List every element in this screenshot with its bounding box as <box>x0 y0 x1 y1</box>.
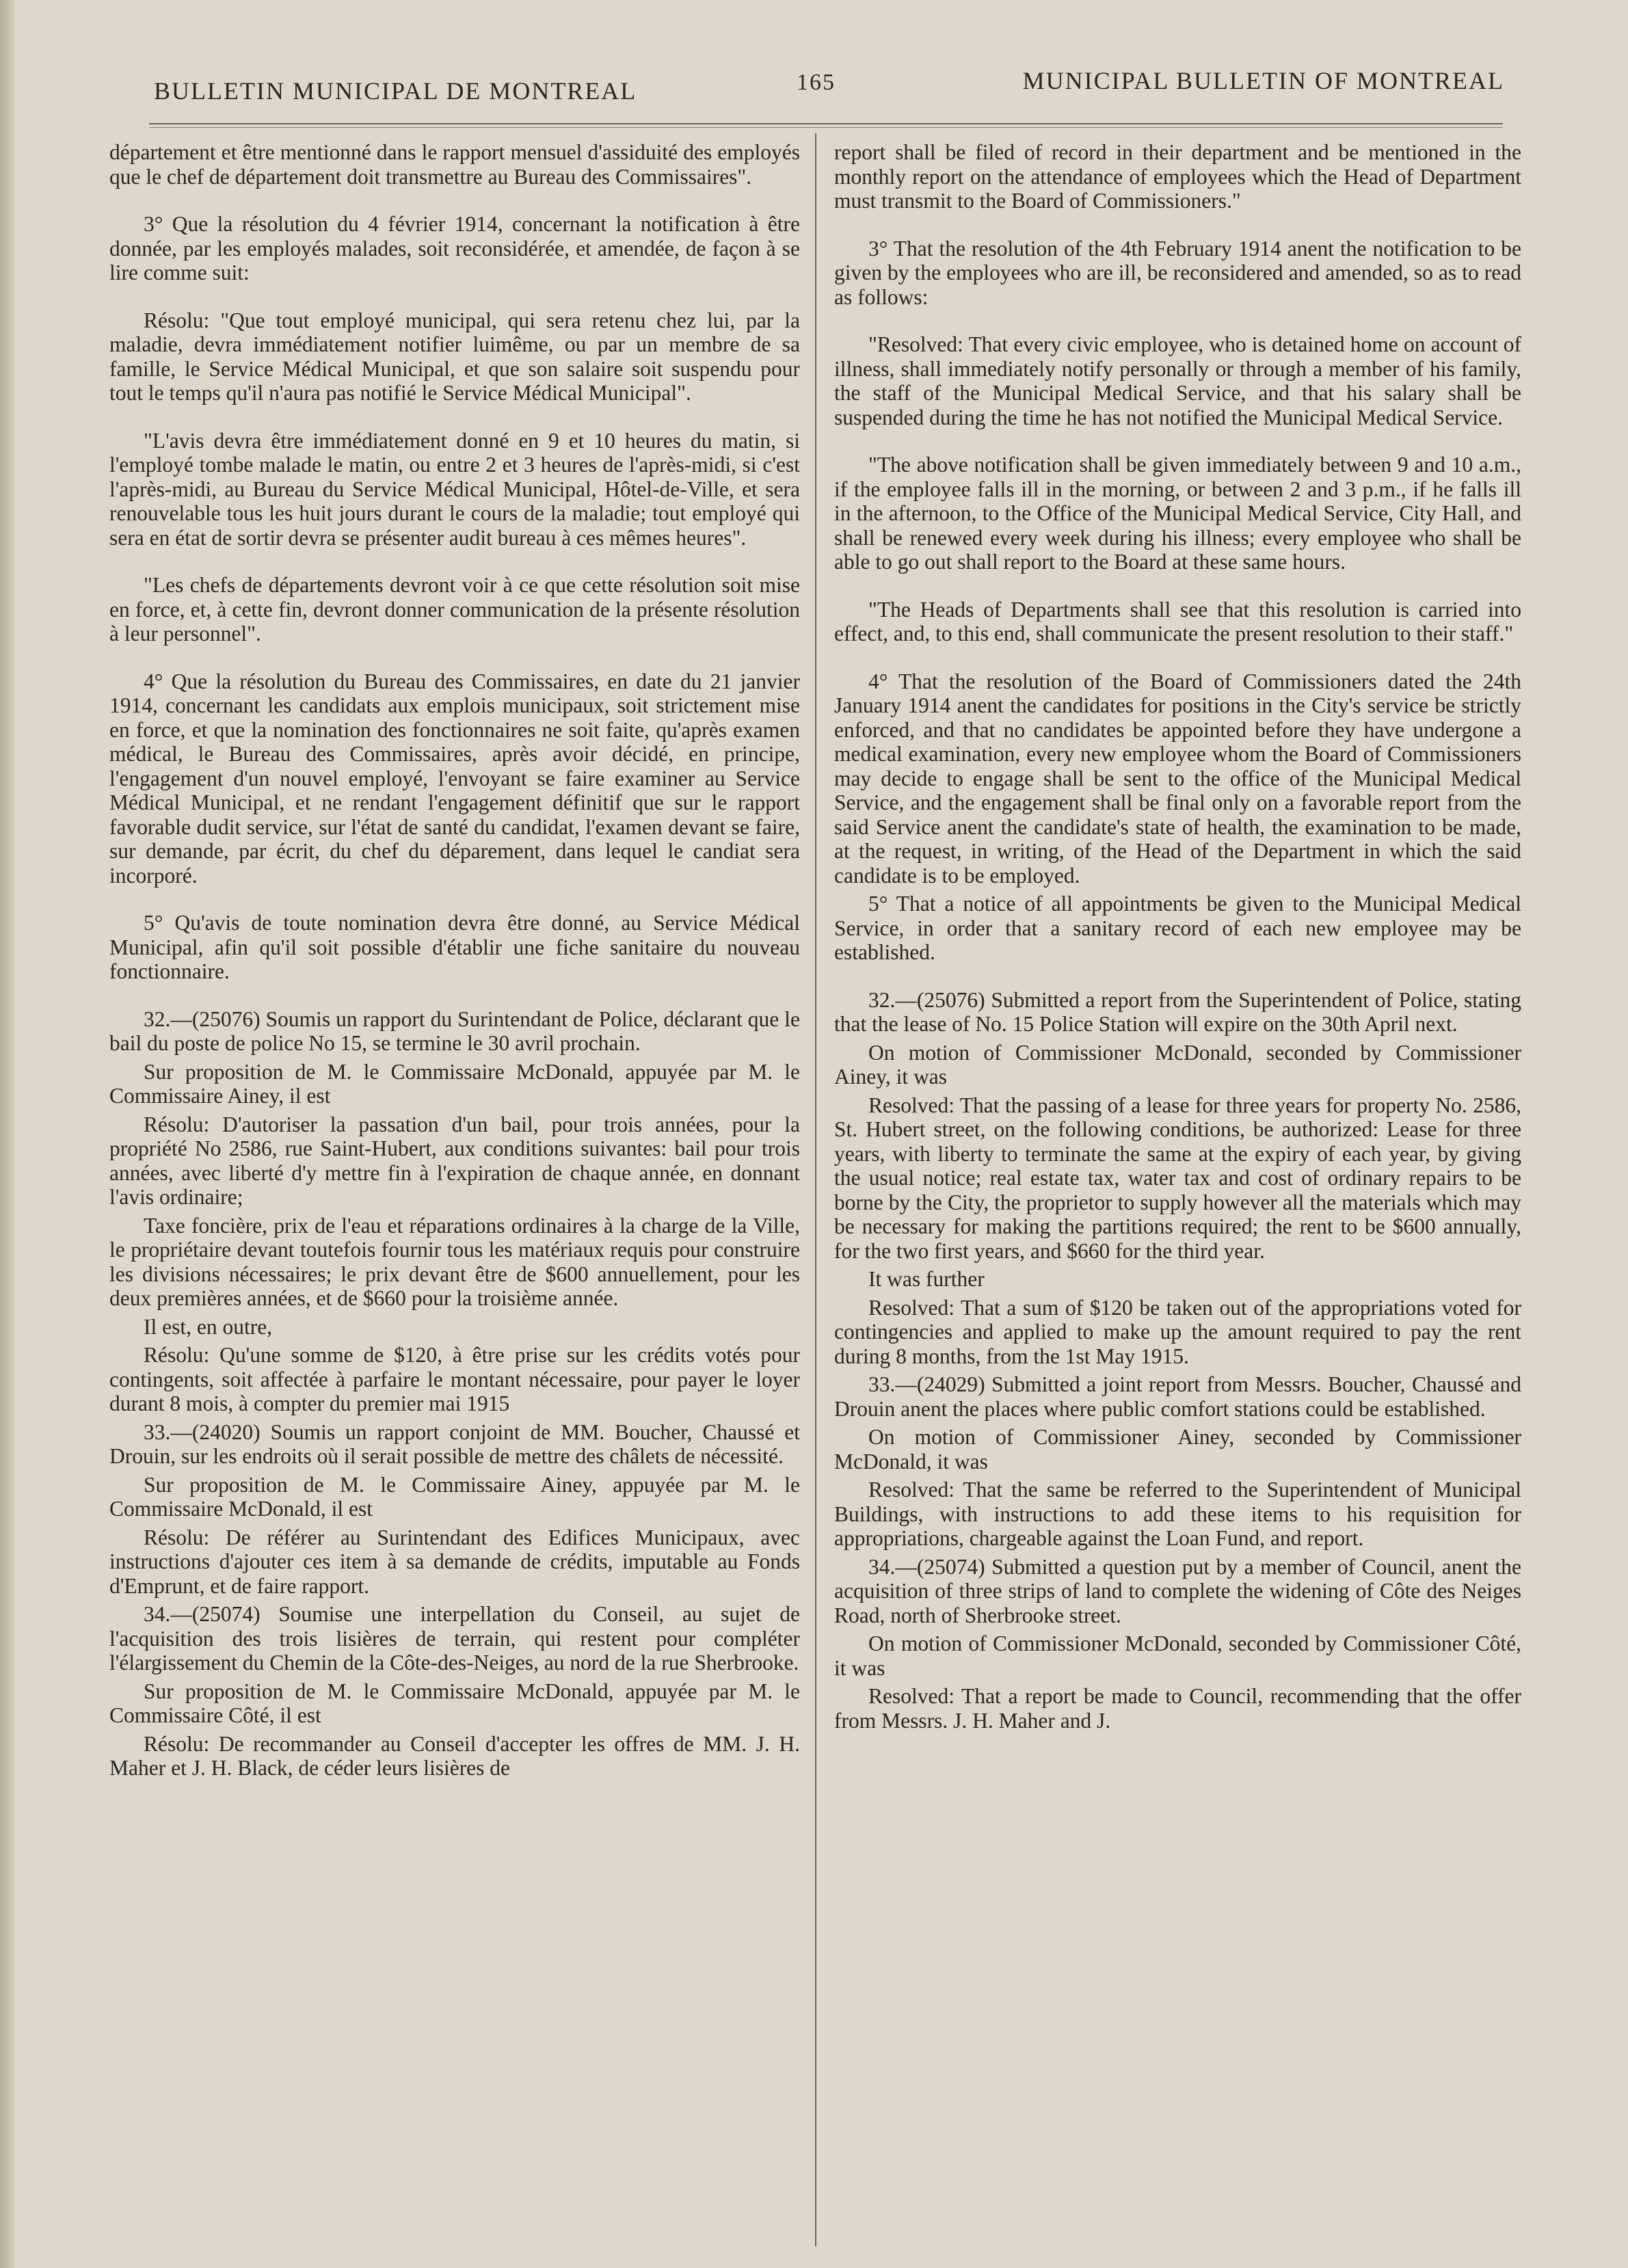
binding-edge <box>0 0 15 2268</box>
fr-paragraph: 3° Que la résolution du 4 février 1914, concernant la notification à être donnée, par les employés malades, soit reconsidérée, et amendée, de façon à se lire comme suit: <box>109 212 800 284</box>
english-column <box>834 140 1521 2253</box>
fr-paragraph: "L'avis devra être immédiatement donné en 9 et 10 heures du matin, si l'employé tombe malade le matin, ou entre 2 et 3 heures de l'après-midi, si c'est l'après-midi, au Bureau du Service Médical Municipal, Hôtel-de-Ville, et sera renouvelable tous les huit jours durant le cours de la maladie; tout employé qui sera en état de sortir devra se présenter audit bureau à ces mêmes heures". <box>109 428 800 550</box>
fr-paragraph: "Les chefs de départements devront voir à ce que cette résolution soit mise en force, et, à cette fin, devront donner communication de la présente résolution à leur personnel". <box>109 573 800 645</box>
fr-paragraph: Il est, en outre, <box>144 1314 273 1339</box>
en-paragraph: 32.—(25076) Submitted a report from the Superintendent of Police, stating that the lease of No. 15 Police Station will expire on the 30th April next. <box>834 987 1521 1036</box>
fr-paragraph: 4° Que la résolution du Bureau des Commissaires, en date du 21 janvier 1914, concernant les candidats aux emplois municipaux, soit strictement mise en force, et que la nomination des fonctionnaires ne soit faite, qu'après examen médical, le Bureau des Commissaires, après avoir décidé, en principe, l'engagement d'un nouvel employé, l'envoyant se faire examiner au Service Médical Municipal, et ne rendant l'engagement définitif que sur le rapport favorable dudit service, sur l'état de santé du candidat, l'examen devant se faire, sur demande, par écrit, du chef du déparement, dans lequel le candiat sera incorporé. <box>109 669 800 888</box>
header-rule-thin <box>149 127 1503 128</box>
fr-paragraph: 33.—(24020) Soumis un rapport conjoint de MM. Boucher, Chaussé et Drouin, sur les endroits où il serait possible de mettre des châlets de nécessité. <box>109 1419 800 1468</box>
en-paragraph: On motion of Commissioner McDonald, seconded by Commissioner Ainey, it was <box>834 1040 1521 1089</box>
en-paragraph: 34.—(25074) Submitted a question put by a member of Council, anent the acquisition of three strips of land to complete the widening of Côte des Neiges Road, north of Sherbrooke street. <box>834 1554 1521 1627</box>
en-paragraph: "The above notification shall be given immediately between 9 and 10 a.m., if the employee falls ill in the morning, or between 2 and 3 p.m., if he falls ill in the afternoon, to the Office of the Municipal Medical Service, City Hall, and shall be renewed every week during his illness; every employee who shall be able to go out shall report to the Board at these same hours. <box>834 453 1521 574</box>
fr-paragraph: 34.—(25074) Soumise une interpellation du Conseil, au sujet de l'acquisition des trois lisières de terrain, qui restent pour compléter l'élargissement du Chemin de la Côte-des-Neiges, au nord de la rue Sherbrooke. <box>109 1602 800 1675</box>
en-paragraph: It was further <box>868 1267 985 1291</box>
en-paragraph: Resolved: That the passing of a lease for three years for property No. 2586, St. Hubert street, on the following conditions, be authorized: Lease for three years, with liberty to terminate the same at the expiry of each year, by giving the usual notice; real estate tax, water tax and cost of ordinary repairs to be borne by the City, the proprietor to supply however all the materials which may be necessary for making the partitions required; the rent to be $600 annually, for the two first years, and $660 for the third year. <box>834 1093 1521 1263</box>
header-english-title: MUNICIPAL BULLETIN OF MONTREAL <box>1022 67 1504 94</box>
en-paragraph: On motion of Commissioner Ainey, seconded by Commissioner McDonald, it was <box>834 1425 1521 1473</box>
fr-paragraph: Résolu: De référer au Surintendant des Edifices Municipaux, avec instructions d'ajouter ces item à sa demande de crédits, imputable au Fonds d'Emprunt, et de faire rapport. <box>109 1525 800 1598</box>
fr-paragraph: Sur proposition de M. le Commissaire Ainey, appuyée par M. le Commissaire McDonald, il est <box>109 1472 800 1521</box>
fr-paragraph: Résolu: Qu'une somme de $120, à être prise sur les crédits votés pour contingents, soit affectée à parfaire le montant nécessaire, pour payer le loyer durant 8 mois, à compter du premier mai 1915 <box>109 1343 800 1415</box>
en-paragraph: Resolved: That a report be made to Council, recommending that the offer from Messrs. J. H. Maher and J. <box>834 1684 1521 1733</box>
en-paragraph: Resolved: That the same be referred to the Superintendent of Municipal Buildings, with instructions to add these items to his requisition for appropriations, chargeable against the Loan Fund, and report. <box>834 1478 1521 1550</box>
page-header <box>147 63 1504 118</box>
fr-paragraph: Sur proposition de M. le Commissaire McDonald, appuyée par M. le Commissaire Ainey, il est <box>109 1059 800 1108</box>
french-column <box>109 140 800 2253</box>
fr-paragraph: département et être mentionné dans le rapport mensuel d'assiduité des employés que le chef de département doit transmettre au Bureau des Commissaires". <box>109 140 800 189</box>
en-paragraph: "Resolved: That every civic employee, who is detained home on account of illness, shall immediately notify personally or through a member of his family, the staff of the Municipal Medical Service, and that his salary shall be suspended during the time he has not notified the Municipal Medical Service. <box>834 332 1521 429</box>
fr-paragraph: Sur proposition de M. le Commissaire McDonald, appuyée par M. le Commissaire Côté, il est <box>109 1679 800 1727</box>
en-paragraph: 3° That the resolution of the 4th February 1914 anent the notification to be given by the employees who are ill, be reconsidered and amended, so as to read as follows: <box>834 236 1521 309</box>
en-paragraph: 5° That a notice of all appointments be given to the Municipal Medical Service, in order that a sanitary record of each new employee may be established. <box>834 892 1521 964</box>
en-paragraph: 33.—(24029) Submitted a joint report from Messrs. Boucher, Chaussé and Drouin anent the places where public comfort stations could be established. <box>834 1372 1521 1421</box>
en-paragraph: report shall be filed of record in their department and be mentioned in the monthly report on the attendance of employees which the Head of Department must transmit to the Board of Commissioners." <box>834 140 1521 213</box>
fr-paragraph: 5° Qu'avis de toute nomination devra être donné, au Service Médical Municipal, afin qu'il soit possible d'établir une fiche sanitaire du nouveau fonctionnaire. <box>109 911 800 983</box>
en-paragraph: 4° That the resolution of the Board of Commissioners dated the 24th January 1914 anent the candidates for positions in the City's service be strictly enforced, and that no candidates be appointed before they have undergone a medical examination, every new employee whom the Board of Commissioners may decide to engage shall be sent to the office of the Municipal Medical Service, and the engagement shall be final only on a favorable report from the said Service anent the candidate's state of health, the examination to be made, at the request, in writing, of the Head of the Department in which the said candidate is to be employed. <box>834 669 1521 888</box>
page-number: 165 <box>797 70 836 95</box>
fr-paragraph: Résolu: "Que tout employé municipal, qui sera retenu chez lui, par la maladie, devra immédiatement notifier luimême, ou par un membre de sa famille, le Service Médical Municipal, et que son salaire soit suspendu pour tout le temps qu'il n'aura pas notifié le Service Médical Municipal". <box>109 308 800 405</box>
en-paragraph: "The Heads of Departments shall see that this resolution is carried into effect, and, to this end, shall communicate the present resolution to their staff." <box>834 597 1521 645</box>
fr-paragraph: Taxe foncière, prix de l'eau et réparations ordinaires à la charge de la Ville, le propriétaire devant toutefois fournir tous les matériaux requis pour construire les divisions nécessaires; le prix devant être de $600 annuellement, pour les deux premières années, et de $660 pour la troisième année. <box>109 1213 800 1310</box>
fr-paragraph: Résolu: De recommander au Conseil d'accepter les offres de MM. J. H. Maher et J. H. Black, de céder leurs lisières de <box>109 1731 800 1780</box>
fr-paragraph: 32.—(25076) Soumis un rapport du Surintendant de Police, déclarant que le bail du poste de police No 15, se termine le 30 avril prochain. <box>109 1006 800 1055</box>
en-paragraph: Resolved: That a sum of $120 be taken out of the appropriations voted for contingencies and applied to make up the amount required to pay the rent during 8 months, from the 1st May 1915. <box>834 1295 1521 1368</box>
header-french-title: BULLETIN MUNICIPAL DE MONTREAL <box>154 77 637 105</box>
en-paragraph: On motion of Commissioner McDonald, seconded by Commissioner Côté, it was <box>834 1631 1521 1680</box>
header-rule <box>149 123 1503 124</box>
fr-paragraph: Résolu: D'autoriser la passation d'un bail, pour trois années, pour la propriété No 2586, rue Saint-Hubert, aux conditions suivantes: bail pour trois années, avec liberté d'y mettre fin à l'expiration de chaque année, en donnant l'avis ordinaire; <box>109 1112 800 1209</box>
column-divider <box>815 133 816 2246</box>
